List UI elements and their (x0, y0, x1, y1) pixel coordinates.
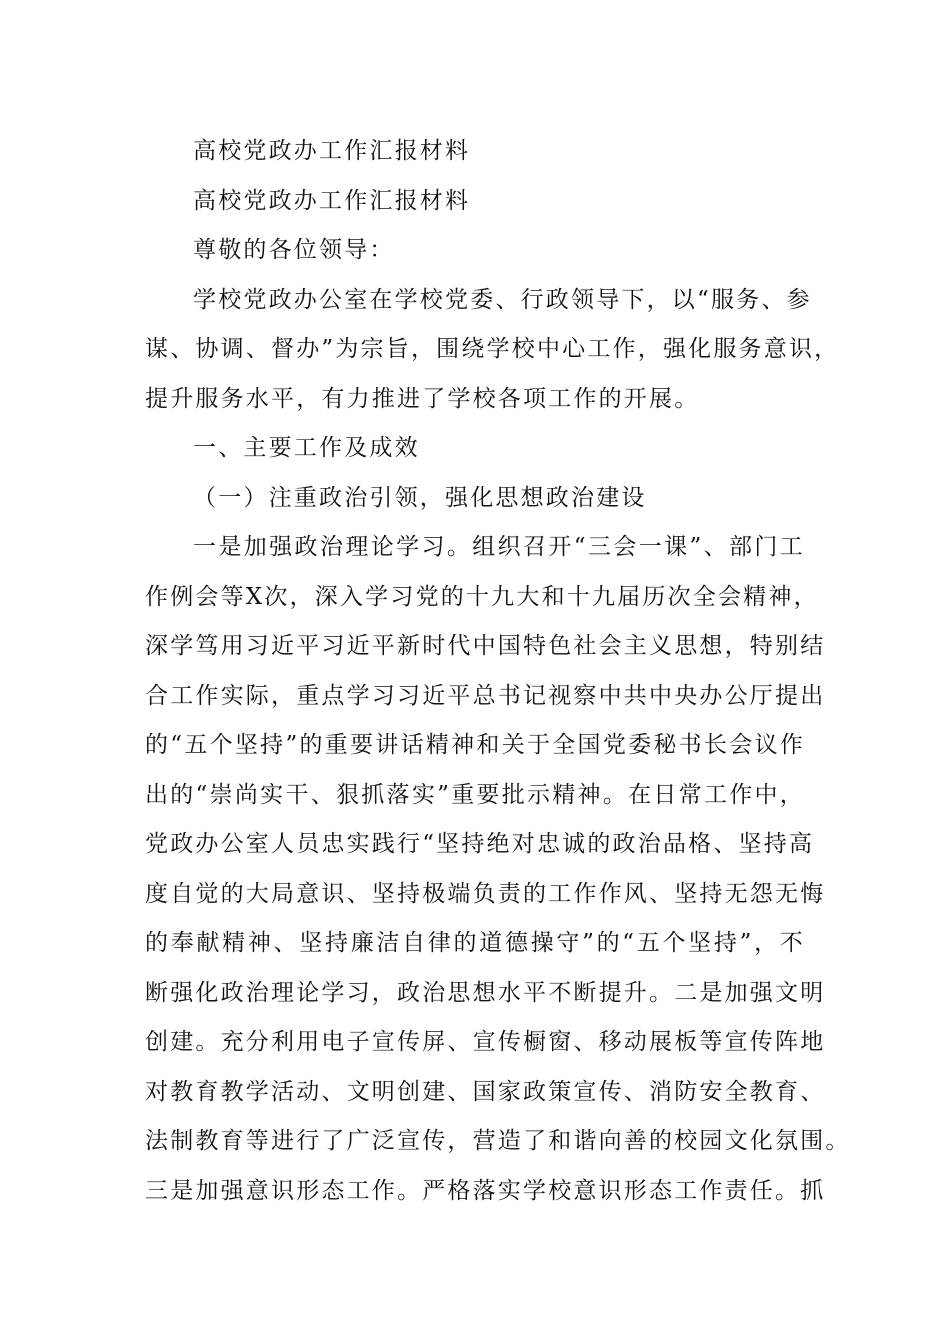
paragraph-line: 创建。充分利用电子宣传屏、宣传橱窗、移动展板等宣传阵地 (145, 1029, 826, 1055)
paragraph-line: 对教育教学活动、文明创建、国家政策宣传、消防安全教育、 (145, 1078, 826, 1105)
document-title: 高校党政办工作汇报材料 (193, 138, 471, 164)
paragraph-line: 度自觉的大局意识、坚持极端负责的工作作风、坚持无怨无悔 (145, 880, 826, 907)
subsection-heading: （一）注重政治引领，强化思想政治建设 (193, 484, 647, 511)
paragraph-line: 断强化政治理论学习，政治思想水平不断提升。二是加强文明 (145, 979, 826, 1006)
paragraph-line: 合工作实际，重点学习习近平总书记视察中共中央办公厅提出 (145, 682, 826, 709)
section-heading: 一、主要工作及成效 (193, 435, 420, 461)
paragraph-line: 法制教育等进行了广泛宣传，营造了和谐向善的校园文化氛围。 (145, 1128, 851, 1154)
salutation: 尊敬的各位领导： (193, 237, 395, 263)
paragraph-line: 提升服务水平，有力推进了学校各项工作的开展。 (145, 385, 700, 412)
paragraph-line: 出的“崇尚实干、狠抓落实”重要批示精神。在日常工作中， (145, 781, 805, 808)
paragraph-line: 深学笃用习近平习近平新时代中国特色社会主义思想，特别结 (145, 633, 826, 659)
document-body (145, 127, 851, 1216)
paragraph-line: 谋、协调、督办”为宗旨，围绕学校中心工作，强化服务意识， (145, 336, 840, 362)
paragraph-line: 作例会等X次，深入学习党的十九大和十九届历次全会精神， (145, 583, 819, 610)
paragraph-line: 三是加强意识形态工作。严格落实学校意识形态工作责任。抓 (145, 1177, 826, 1204)
paragraph-line: 学校党政办公室在学校党委、行政领导下，以“服务、参 (193, 286, 812, 313)
document-subtitle: 高校党政办工作汇报材料 (193, 187, 471, 214)
paragraph-line: 党政办公室人员忠实践行“坚持绝对忠诚的政治品格、坚持高 (145, 831, 815, 857)
paragraph-line: 的奉献精神、坚持廉洁自律的道德操守”的“五个坚持”，不 (145, 930, 805, 956)
paragraph-line: 的“五个坚持”的重要讲话精神和关于全国党委秘书长会议作 (145, 732, 805, 758)
paragraph-line: 一是加强政治理论学习。组织召开“三会一课”、部门工 (193, 534, 805, 560)
